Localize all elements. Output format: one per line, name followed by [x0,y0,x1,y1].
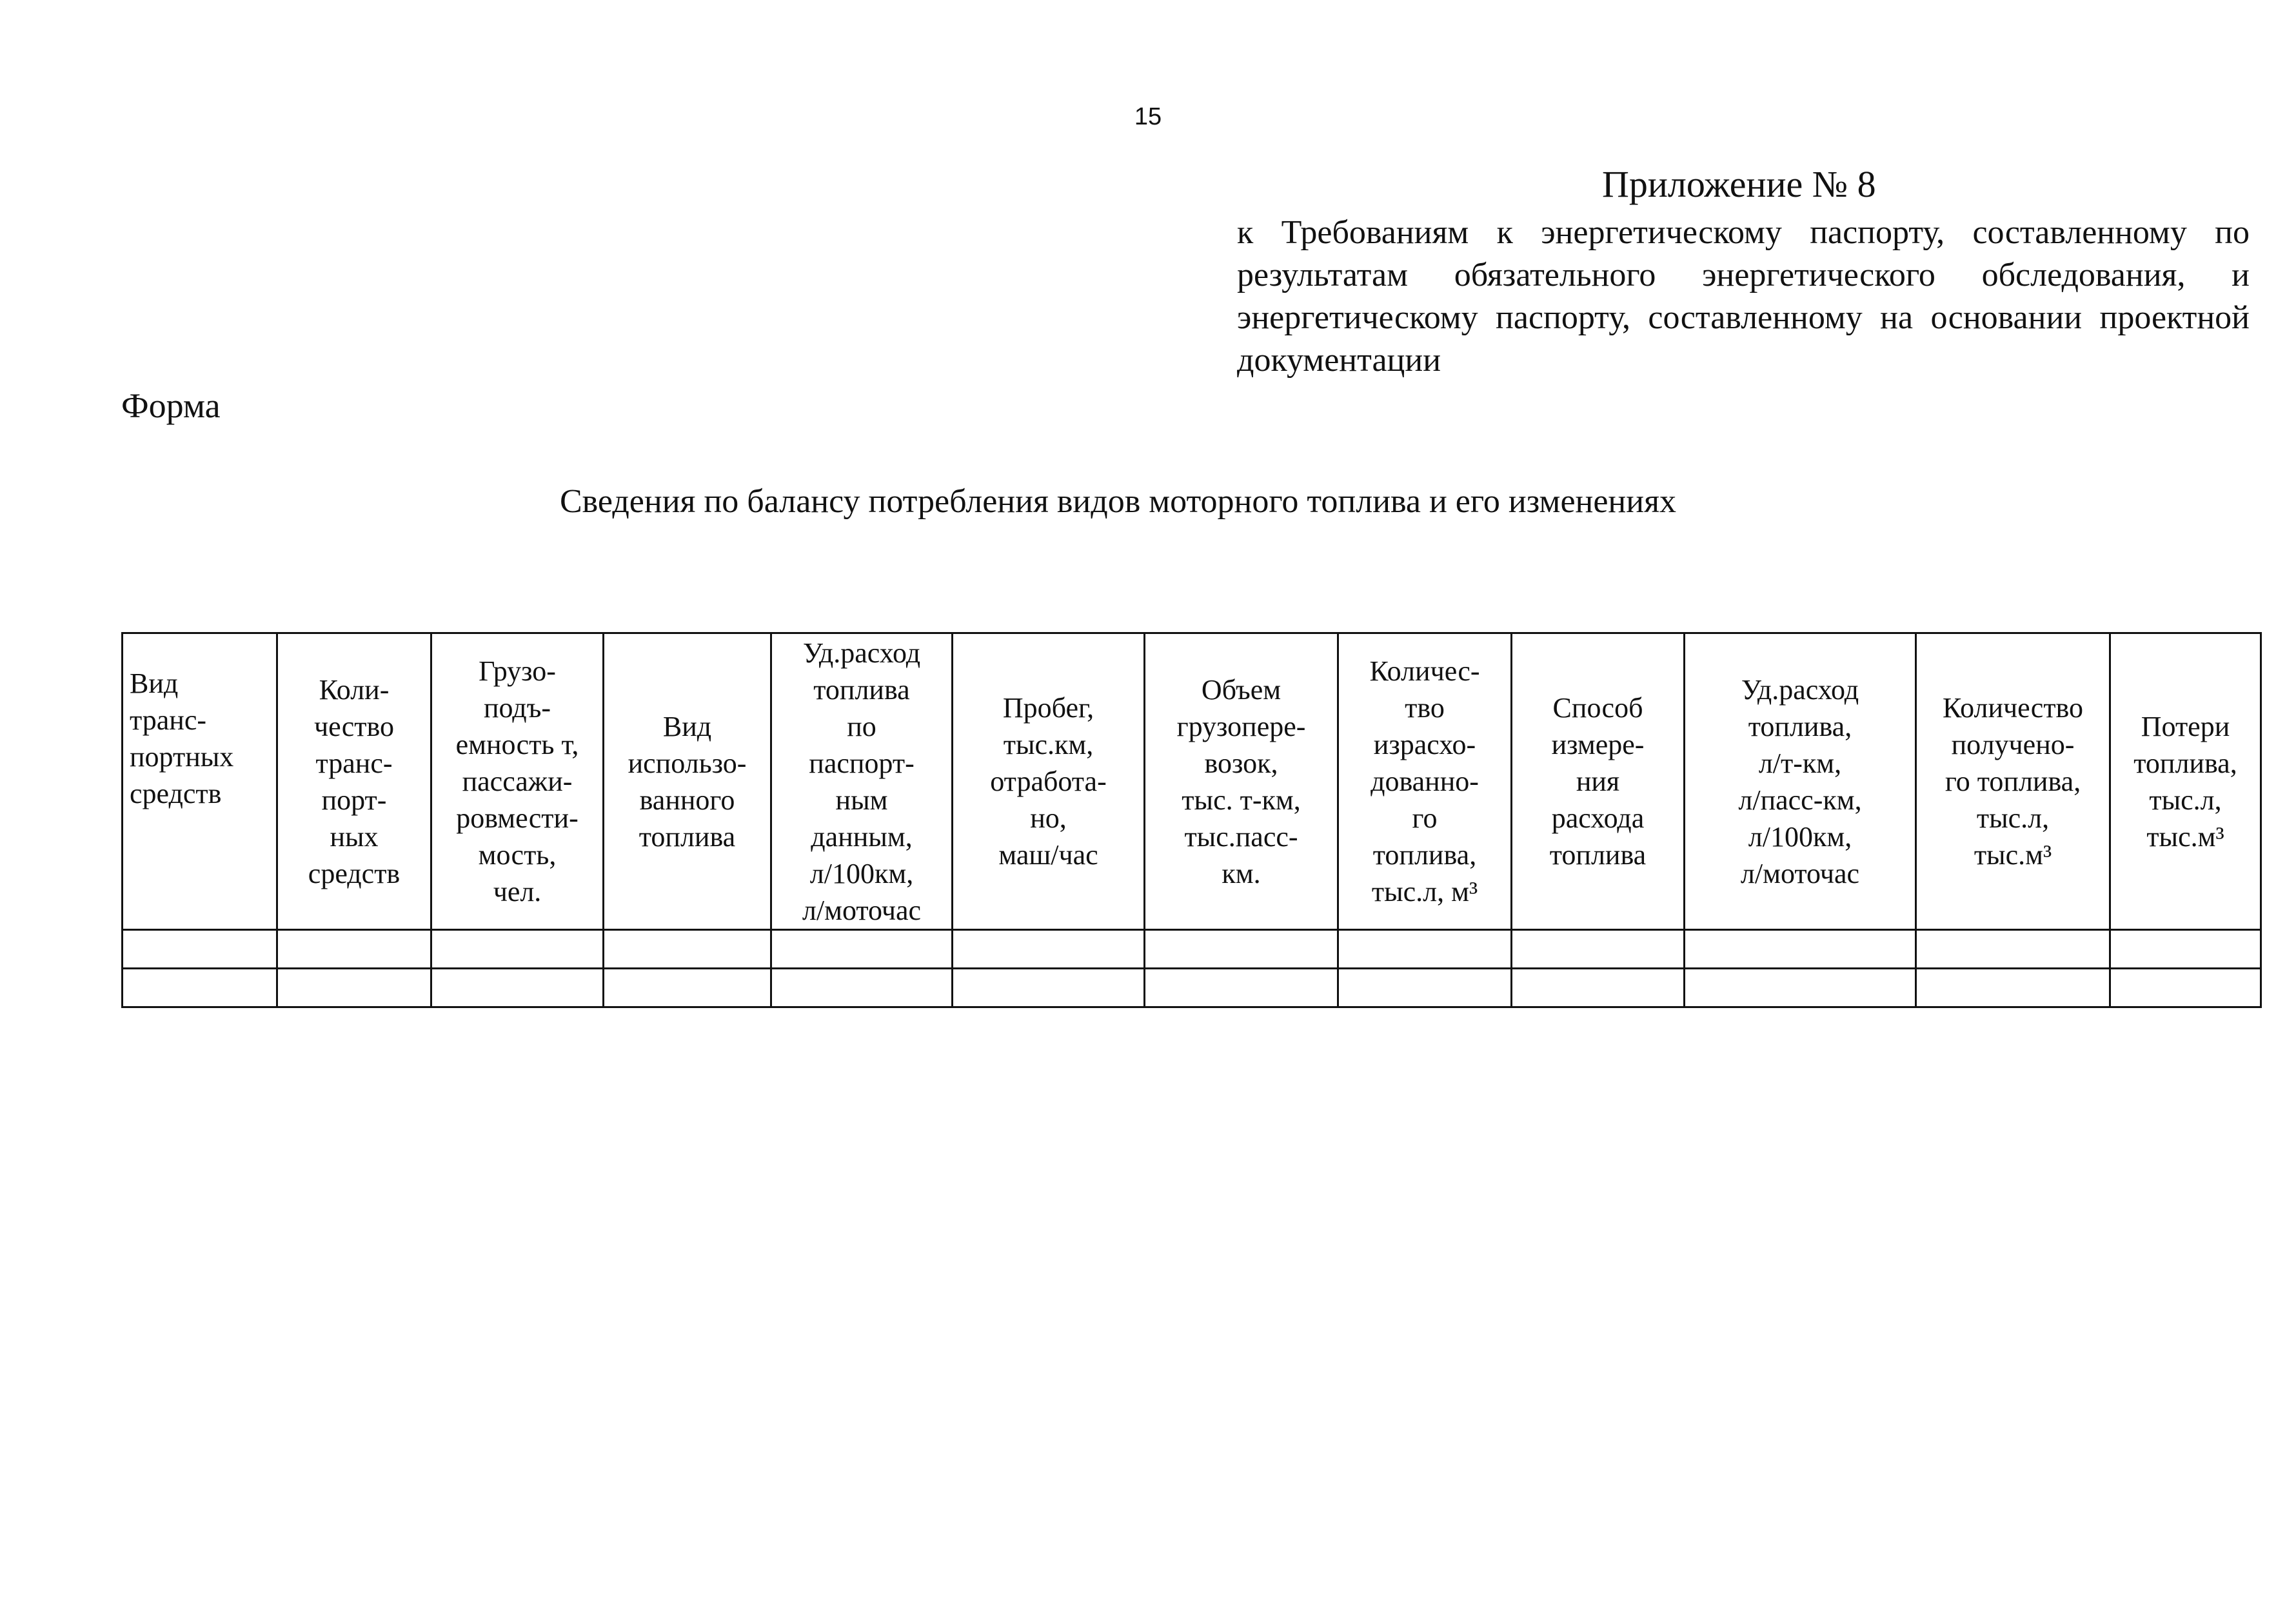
header-fuel-type: Вид использо- ванного топлива [604,633,771,930]
header-vehicle-count: Коли- чество транс- порт- ных средств [277,633,431,930]
header-specific-consumption: Уд.расход топлива, л/т-км, л/пасс-км, л/100км, л/моточас [1685,633,1916,930]
form-label: Форма [121,386,221,425]
table-cell [277,930,431,969]
table-cell [2110,930,2261,969]
header-transport-volume: Объем грузопере- возок, тыс. т-км, тыс.пасс- км. [1145,633,1338,930]
header-fuel-consumed: Количес- тво израсхо- дованно- го топлива, тыс.л, м³ [1338,633,1512,930]
table-title: Сведения по балансу потребления видов моторного топлива и его изменениях [560,483,1677,520]
table-cell [953,930,1145,969]
table-cell [1145,930,1338,969]
table-cell [1338,969,1512,1007]
table-cell [771,969,953,1007]
table-cell [1512,969,1685,1007]
table-cell [431,930,604,969]
table-cell [604,930,771,969]
header-fuel-received: Количество получено- го топлива, тыс.л, тыс.м³ [1916,633,2110,930]
fuel-balance-table [121,632,2262,1008]
page-number: 15 [1134,103,1162,130]
table-cell [1916,969,2110,1007]
header-vehicle-type: Вид транс- портных средств [123,633,277,930]
table-cell [1685,930,1916,969]
table-cell [1512,930,1685,969]
table-cell [1338,930,1512,969]
header-capacity: Грузо- подъ- емность т, пассажи- ровмести- мость, чел. [431,633,604,930]
table-cell [277,969,431,1007]
table-row [123,930,2261,969]
table-cell [431,969,604,1007]
table-cell [1685,969,1916,1007]
appendix-description: к Требованиям к энергетическому паспорту, составленному по результатам обязательного энергетического обследования, и энергетическому паспорту, составленному на основании проектной документации [1237,214,2250,379]
header-fuel-losses: Потери топлива, тыс.л, тыс.м³ [2110,633,2261,930]
table-cell [771,930,953,969]
table-row [123,969,2261,1007]
table-cell [1916,930,2110,969]
table-cell [1145,969,1338,1007]
table-cell [2110,969,2261,1007]
header-passport-consumption: Уд.расход топлива по паспорт- ным данным, л/100км, л/моточас [771,633,953,930]
table-cell [123,930,277,969]
header-measurement-method: Способ измере- ния расхода топлива [1512,633,1685,930]
table-cell [604,969,771,1007]
table-cell [953,969,1145,1007]
header-mileage: Пробег, тыс.км, отработа- но, маш/час [953,633,1145,930]
appendix-title: Приложение № 8 [1602,163,1876,205]
table-cell [123,969,277,1007]
table-header-row [123,633,2261,930]
